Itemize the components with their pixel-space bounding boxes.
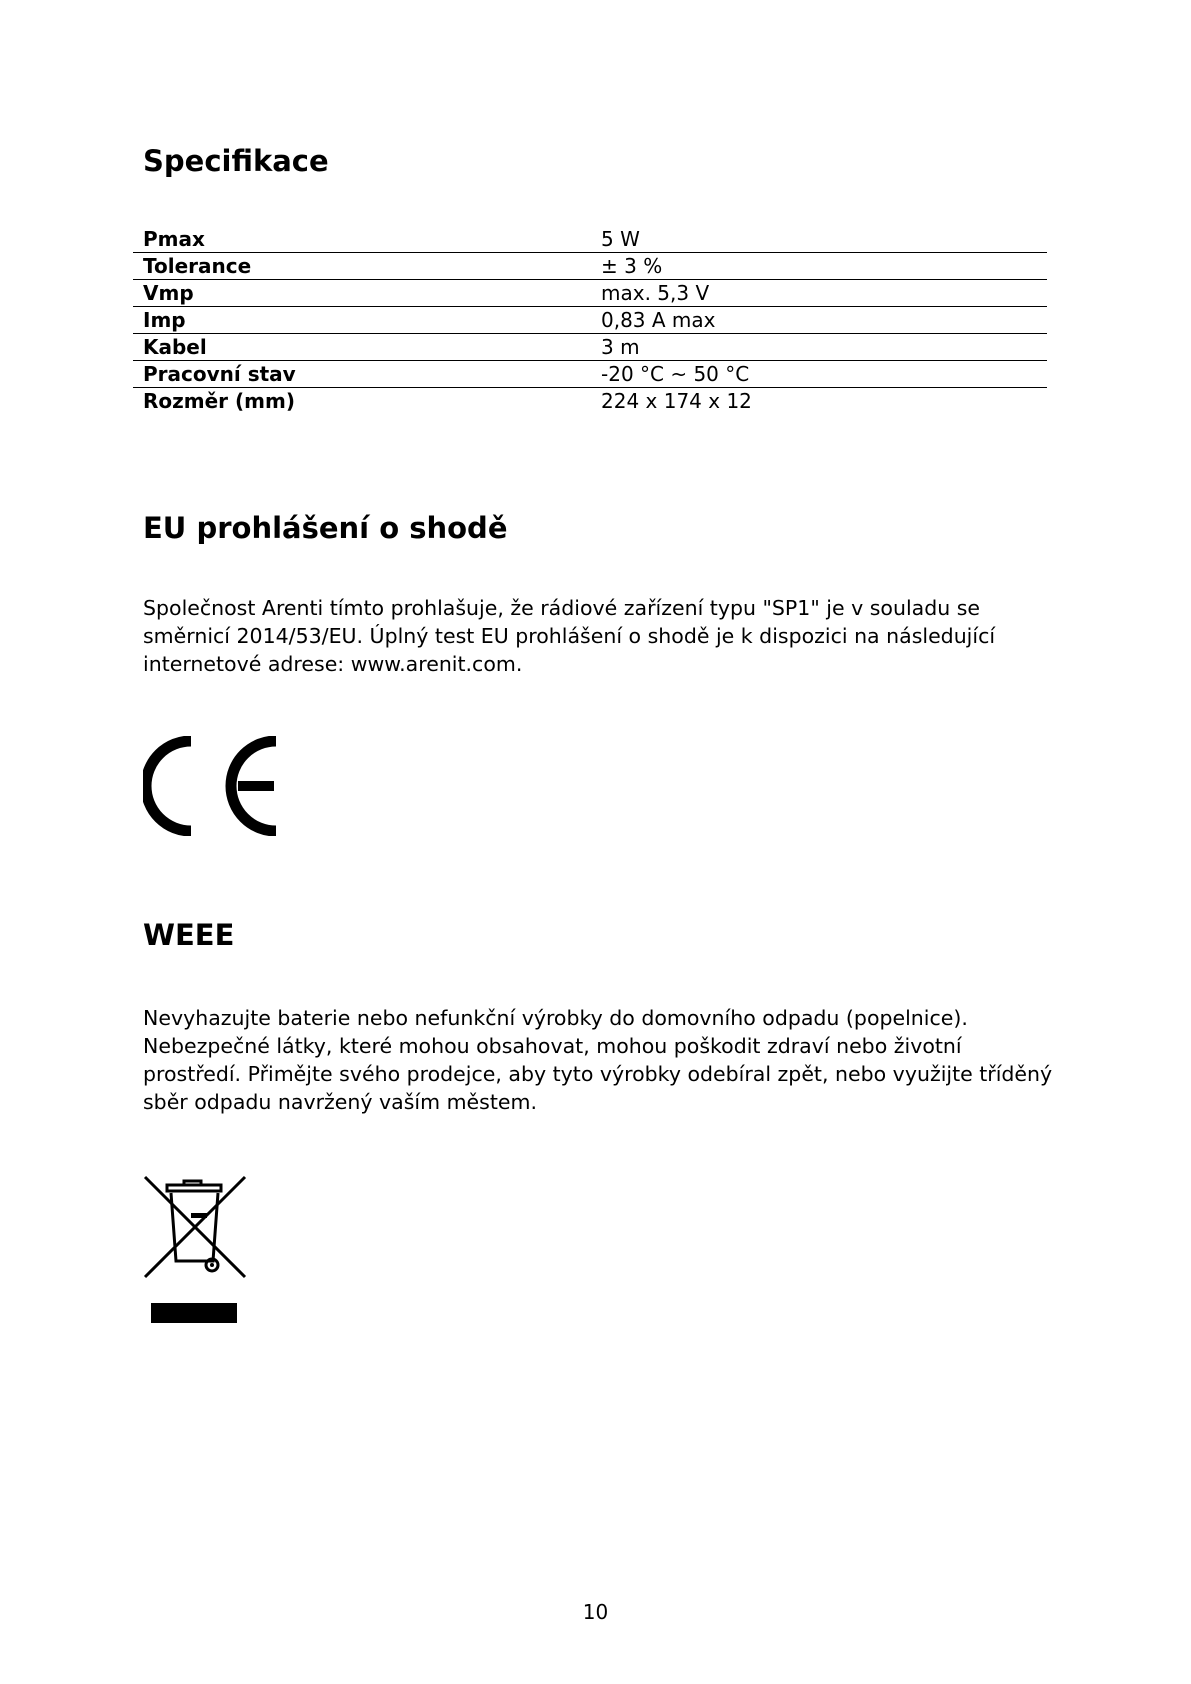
spec-label: Rozměr (mm) [133, 388, 591, 415]
spec-label: Pmax [143, 227, 205, 251]
specifications-heading: Specifikace [143, 144, 329, 178]
ce-mark-icon [143, 736, 283, 836]
spec-value: -20 °C ~ 50 °C [591, 361, 1047, 388]
table-row [133, 280, 1047, 307]
spec-value: max. 5,3 V [591, 280, 1047, 307]
spec-label: Kabel [133, 334, 591, 361]
crossed-out-bin-icon [143, 1175, 247, 1325]
spec-label: Tolerance [133, 253, 591, 280]
spec-label: Vmp [133, 280, 591, 307]
table-row [133, 226, 1047, 253]
table-row [133, 307, 1047, 334]
spec-value: 5 W [601, 227, 640, 251]
eu-declaration-text: Společnost Arenti tímto prohlašuje, že rádiové zařízení typu "SP1" je v souladu se směrnicí 2014/53/EU. Úplný test EU prohlášení o shodě je k dispozici na následující internetové adrese: www.arenit.com. [143, 596, 996, 676]
spec-value: ± 3 % [591, 253, 1047, 280]
spec-value: 224 x 174 x 12 [591, 388, 1047, 415]
spec-value: 0,83 A max [591, 307, 1047, 334]
specifications-table [133, 226, 1047, 414]
page-number: 10 [582, 1600, 609, 1624]
eu-declaration-heading: EU prohlášení o shodě [143, 511, 508, 545]
table-row [133, 388, 1047, 415]
table-row [133, 361, 1047, 388]
table-row [133, 334, 1047, 361]
weee-text: Nevyhazujte baterie nebo nefunkční výrobky do domovního odpadu (popelnice). Nebezpečné látky, které mohou obsahovat, mohou poškodit zdraví nebo životní prostředí. Přimějte svého prodejce, aby tyto výrobky odebíral zpět, nebo využijte tříděný sběr odpadu navržený vaším městem. [143, 1006, 1053, 1114]
spec-label: Pracovní stav [133, 361, 591, 388]
spec-label: Imp [133, 307, 591, 334]
table-row [133, 253, 1047, 280]
weee-heading: WEEE [143, 918, 235, 952]
spec-value: 3 m [591, 334, 1047, 361]
